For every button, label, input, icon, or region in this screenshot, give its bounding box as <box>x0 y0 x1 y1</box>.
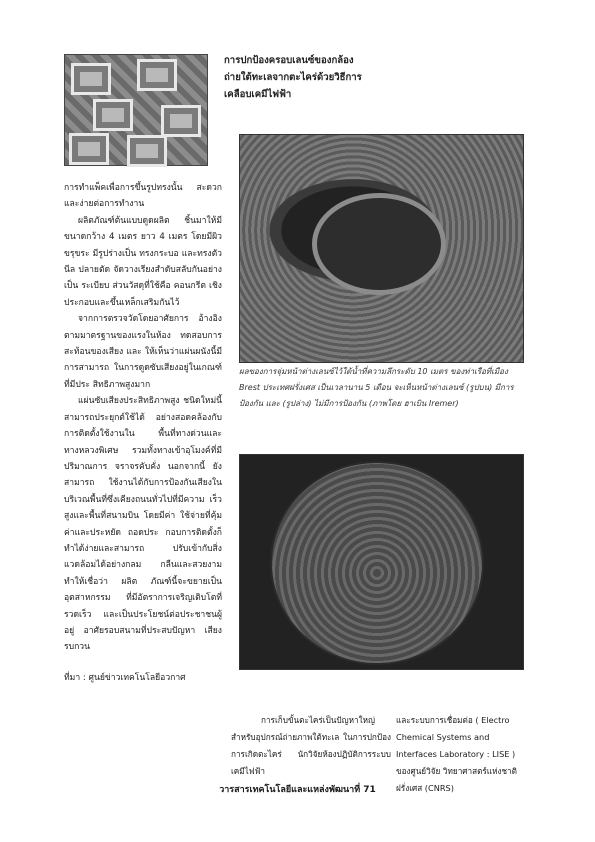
paragraph: การทำแพ็คเพื่อการขึ้นรูปทรงนั้น สะดวก และง่ายต่อการทำงาน <box>64 183 222 210</box>
protected-lens-photo <box>239 134 524 363</box>
paragraph: แผ่นซับเสียงประสิทธิภาพสูง ชนิดใหม่นี้ สามารถประยุกต์ใช้ได้ อย่างสอดคล้องกับการติดตั้งใช้งานใน พื้นที่ทางด่วนและทางหลวงพิเศษ รวมทั้งทางเข้าอุโมงค์ที่มีปริมาณการ จราจรคับคั่ง นอกจากนี้ ยังสามารถ ใช้งานได้กับการป้องกันเสียงใน บริเวณพื้นที่ซึ่งเคียงถนนทั่วไปที่มีความ เร็วสูงและพื้นที่สนามบิน โดยมีค่า ใช้จ่ายที่คุ้มค่าและประหยัด ถอดประ กอบการติดตั้งก็ทำได้ง่ายและสามารถ ปรับเข้ากับสิ่งแวดล้อมได้อย่างกลม กลืนและสวยงาม ทำให้เชื่อว่า ผลิต ภัณฑ์นี้จะขยายเป็นอุตสาหกรรม ที่มีอัตราการเจริญเติบโตที่รวดเร็ว และเป็นประโยชน์ต่อประชาชนผู้อยู่ อาศัยรอบสนามที่ประสบปัญหา เสียงรบกวน <box>64 396 222 653</box>
heading-line: เคลือบเคมีไฟฟ้า <box>224 89 292 100</box>
heading-line: ถ่ายใต้ทะเลจากตะไคร่ด้วยวิธีการ <box>224 72 362 83</box>
paragraph: ผลิตภัณฑ์ต้นแบบดูดผลิต ชิ้นมาให้มีขนาดกว้าง 4 เมตร ยาว 4 เมตร โดยมีผิวขรุขระ มีรูปร่างเป็น ทรงกระบอ และทรงตัวนีล ปลายตัด จัดวางเรียงสำดับสลับกันอย่างเป็น ระเบียบ ส่วนวัสดุที่ใช้คือ คอนกรีต เชิงประกอบและขึ้นเหล็กเสริมกันไว้ <box>64 215 222 308</box>
heading-line: การปกป้องครอบเลนซ์ของกล้อง <box>224 55 354 66</box>
article-heading <box>224 52 382 116</box>
source-note: ที่มา : ศูนย์ข่าวเทคโนโลยีอวกาศ <box>64 672 186 683</box>
photo-caption: ผลของการจุ่มหน้าต่างเลนซ์ไว้ใต้น้ำที่ความลึกระดับ 10 เมตร ของท่าเรือที่เมือง Brest ประเทศฝรั่งเศส เป็นเวลานาน 5 เดือน จะเห็นหน้าต่างเลนซ์ (รูปบน) มีการป้องกัน และ (รูปล่าง) ไม่มีการป้องกัน (ภาพโดย ฮาเบิน Iremer) <box>239 367 514 408</box>
bottom-middle-text <box>231 712 391 780</box>
left-column-text <box>64 180 222 686</box>
page-footer: วารสารเทคโนโลยีและแหล่งพัฒนาที่ 71 <box>219 785 376 795</box>
lens-window <box>312 193 446 295</box>
paragraph: จากการตรวจวัดโดยอาศัยการ อ้างอิงตามมาตรฐานของแรงในห้อง ทดสอบการสะท้อนของเสียง และ ให้เห็นว่าแผ่นผนังนี้มีการสามารถ ในการดูดซับเสียงอยู่ในเกณฑ์ที่มีประ สิทธิภาพสูงมาก <box>64 314 222 390</box>
paragraph: และระบบการเชื่อมต่อ ( Electro Chemical Systems and Interfaces Laboratory : LISE ) ของศูนย์วิจัย วิทยาศาสตร์แห่งชาติฝรั่งเศส (CNRS) <box>396 715 517 793</box>
concrete-blocks-photo <box>64 54 208 166</box>
paragraph: การเก็บขั้นตะไคร่เป็นปัญหาใหญ่สำหรับอุปกรณ์ถ่ายภาพใต้ทะเล ในการปกป้องการเกิดตะไคร่ นักวิจัยห้องปฏิบัติการระบบเคมีไฟฟ้า <box>231 715 391 776</box>
unprotected-lens-photo <box>239 454 524 670</box>
fouled-lens-dome <box>270 461 484 665</box>
